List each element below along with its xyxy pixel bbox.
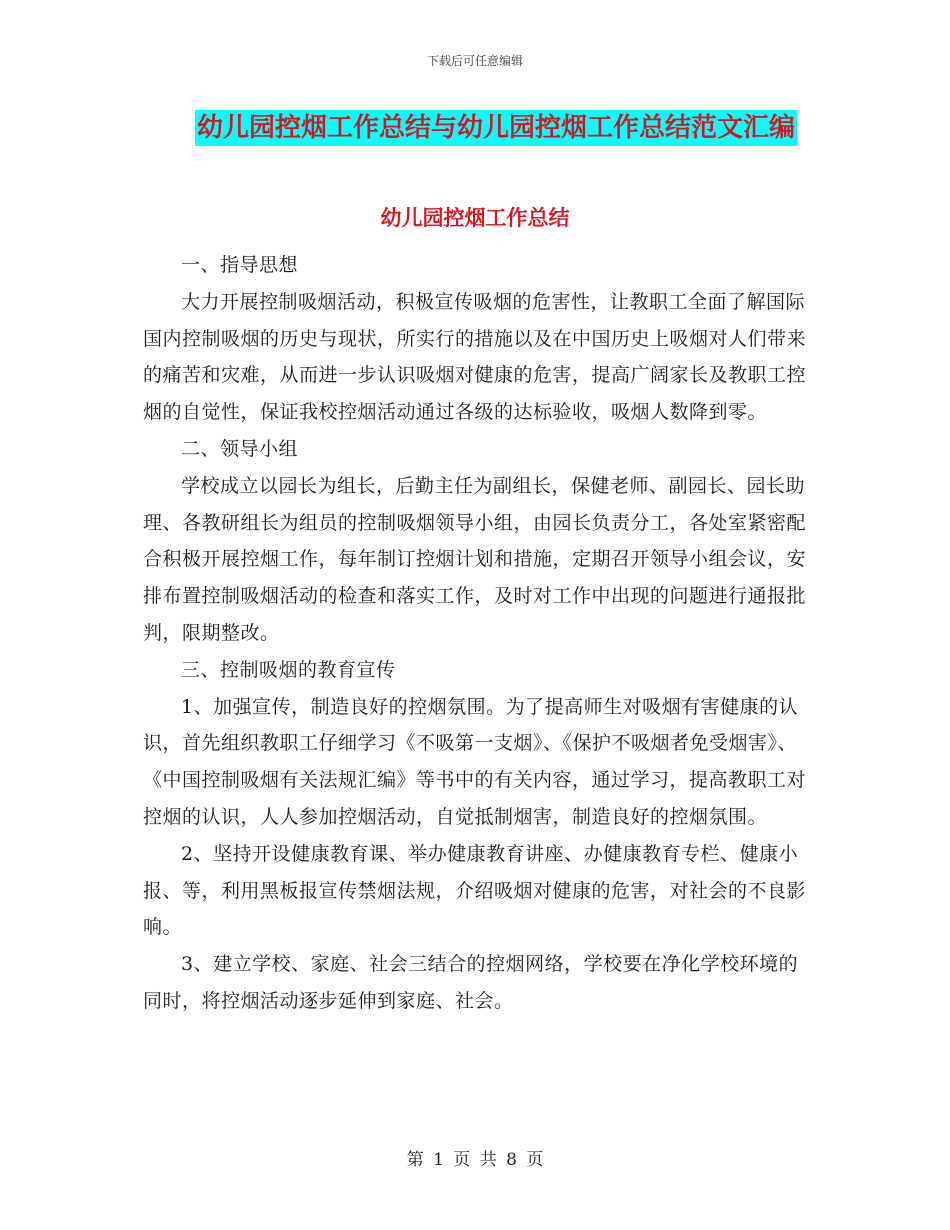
heading-leadership-group: 二、领导小组 [181,437,299,460]
paragraph-leadership-group: 学校成立以园长为组长，后勤主任为副组长，保健老师、副园长、园长助理、各教研组长为组员的控制吸烟领导小组，由园长负责分工，各处室紧密配合积极开展控烟工作，每年制订控烟计划和措施，定期召开领导小组会议，安排布置控制吸烟活动的检查和落实工作，及时对工作中出现的问题进行通报批判，限期整改。 [143,474,807,644]
heading-education-publicity: 三、控制吸烟的教育宣传 [181,658,396,681]
paragraph-item-2: 2、坚持开设健康教育课、举办健康教育讲座、办健康教育专栏、健康小报、等，利用黑板报宣传禁烟法规，介绍吸烟对健康的危害，对社会的不良影响。 [143,842,807,939]
page-number: 第 1 页 共 8 页 [406,1150,544,1170]
section-title: 幼儿园控烟工作总结 [380,206,570,230]
document-body [143,247,808,1020]
paragraph-item-3: 3、建立学校、家庭、社会三结合的控烟网络，学校要在净化学校环境的同时，将控烟活动逐步延伸到家庭、社会。 [143,953,799,1012]
page-header-note: 下载后可任意编辑 [426,54,523,68]
document-title: 幼儿园控烟工作总结与幼儿园控烟工作总结范文汇编 [195,110,797,146]
paragraph-item-1: 1、加强宣传，制造良好的控烟氛围。为了提高师生对吸烟有害健康的认识，首先组织教职工仔细学习《不吸第一支烟》、《保护不吸烟者免受烟害》、《中国控制吸烟有关法规汇编》等书中的有关内容，通过学习，提高教职工对控烟的认识，人人参加控烟活动，自觉抵制烟害，制造良好的控烟氛围。 [143,695,807,828]
paragraph-guiding-ideology: 大力开展控制吸烟活动，积极宣传吸烟的危害性，让教职工全面了解国际国内控制吸烟的历史与现状，所实行的措施以及在中国历史上吸烟对人们带来的痛苦和灾难，从而进一步认识吸烟对健康的危害，提高广阔家长及教职工控烟的自觉性，保证我校控烟活动通过各级的达标验收，吸烟人数降到零。 [143,290,807,424]
heading-guiding-ideology: 一、指导思想 [181,254,299,276]
